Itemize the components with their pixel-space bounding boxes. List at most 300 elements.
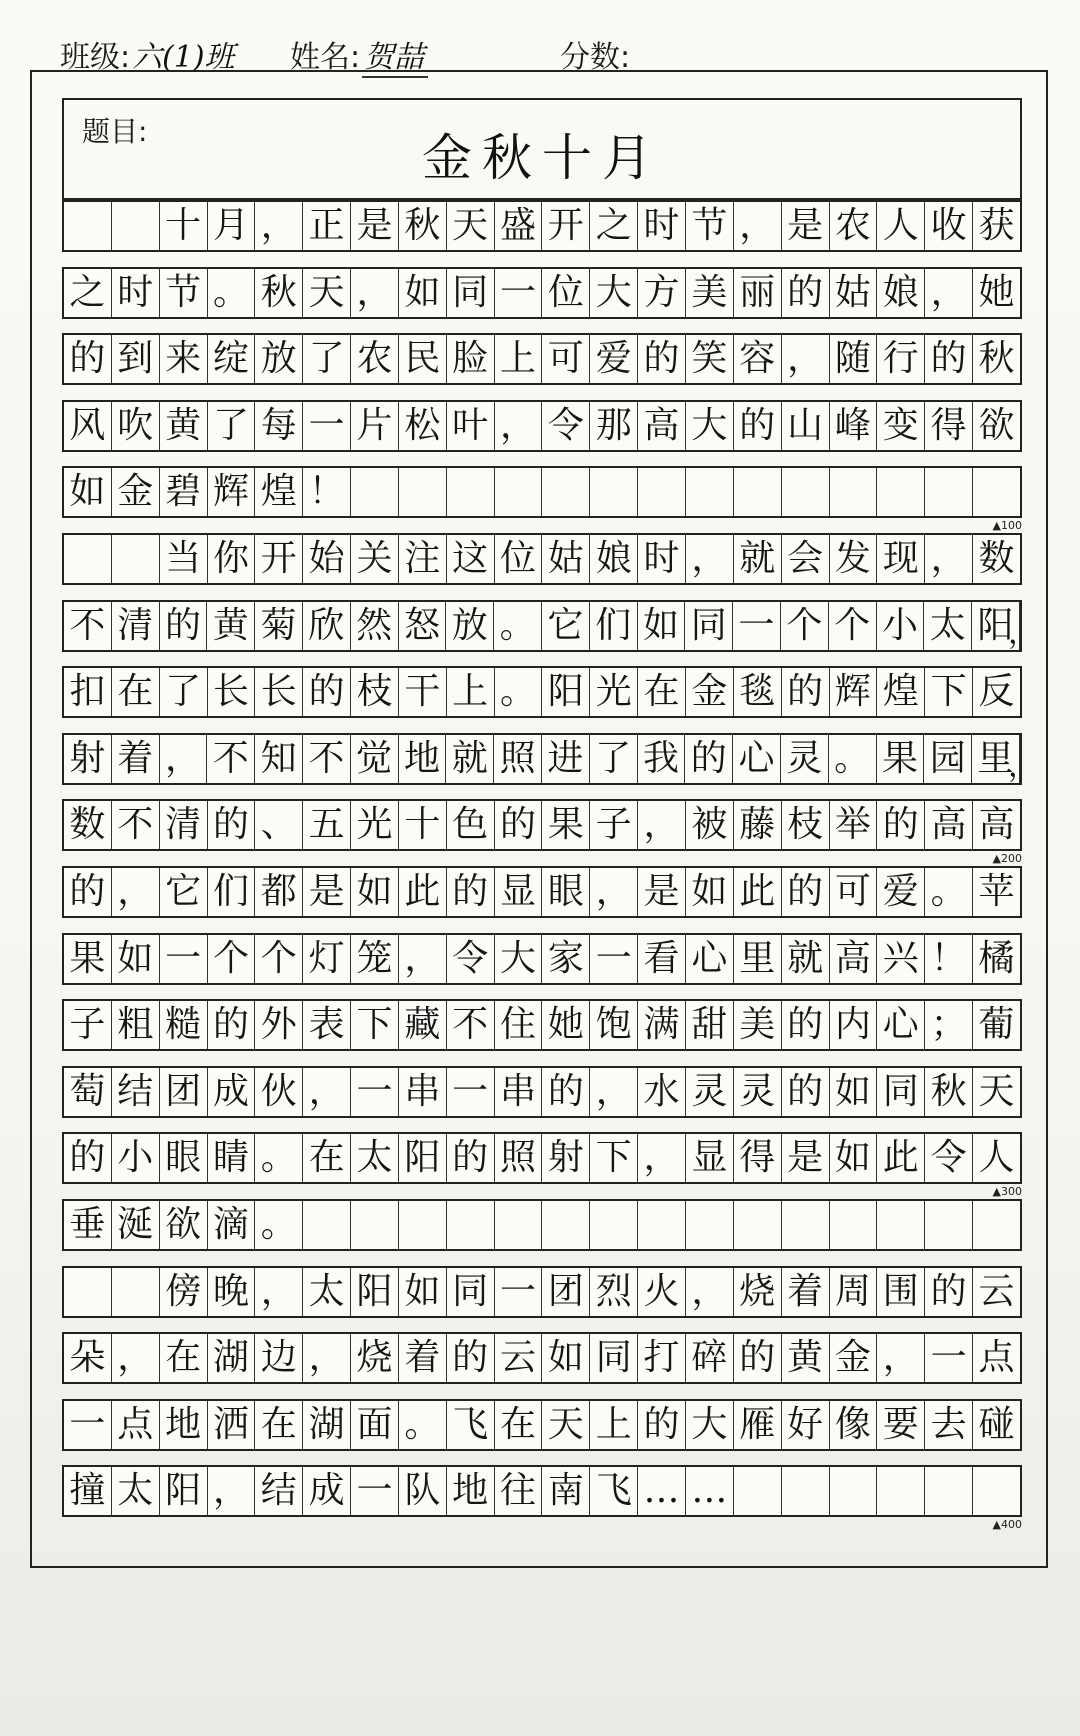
grid-cell <box>447 468 495 516</box>
grid-cell: 天 <box>303 269 351 317</box>
grid-cell: 下 <box>925 668 973 716</box>
grid-cell: ， <box>782 335 830 383</box>
grid-cell: 烧 <box>734 1268 782 1316</box>
grid-cell: 、 <box>255 801 303 849</box>
grid-cell: ， <box>255 1268 303 1316</box>
grid-row <box>62 267 1022 319</box>
grid-cell: 始 <box>303 535 351 583</box>
grid-cell: 一 <box>495 269 543 317</box>
grid-cell: 好 <box>782 1401 830 1449</box>
grid-cell: 烈 <box>590 1268 638 1316</box>
grid-cell: 地 <box>160 1401 208 1449</box>
grid-cell: 黄 <box>160 402 208 450</box>
grid-cell: 秋 <box>255 269 303 317</box>
grid-cell: 外 <box>255 1001 303 1049</box>
grid-cell: 黄 <box>207 602 255 650</box>
grid-cell: 的 <box>64 335 112 383</box>
grid-cell: 数 <box>978 538 1015 579</box>
grid-cell: 个 <box>829 602 877 650</box>
grid-cell: 可 <box>542 335 590 383</box>
grid-cell: 娘 <box>590 535 638 583</box>
grid-cell: 在 <box>160 1334 208 1382</box>
grid-cell: 傍 <box>160 1268 208 1316</box>
grid-cell: 枝 <box>351 668 399 716</box>
class-value: 六(1)班 <box>132 40 235 75</box>
grid-cell <box>973 1467 1020 1515</box>
grid-cell: 如 <box>830 1134 878 1182</box>
grid-cell: 绽 <box>208 335 256 383</box>
grid-cell: 阳 <box>542 668 590 716</box>
grid-cell: 觉 <box>351 735 399 783</box>
grid-cell: 枝 <box>782 801 830 849</box>
grid-cell: 欲 <box>978 404 1015 446</box>
grid-cell: ， <box>638 801 686 849</box>
grid-cell: 的 <box>495 801 543 849</box>
grid-cell: 射 <box>542 1134 590 1182</box>
grid-cell: 金 <box>112 468 160 516</box>
grid-cell: 收 <box>925 202 973 250</box>
grid-row <box>62 1199 1022 1251</box>
grid-cell: 要 <box>877 1401 925 1449</box>
grid-cell <box>877 468 925 516</box>
grid-row <box>62 999 1022 1051</box>
grid-cell: 片 <box>351 402 399 450</box>
grid-cell: 进 <box>542 735 590 783</box>
grid-cell: 。 <box>255 1134 303 1182</box>
grid-cell: 是 <box>782 202 830 250</box>
grid-cell: 晚 <box>208 1268 256 1316</box>
grid-row <box>62 600 1038 652</box>
grid-cell: 一 <box>590 935 638 983</box>
grid-cell: 湖 <box>208 1334 256 1382</box>
grid-cell: 雁 <box>734 1401 782 1449</box>
grid-cell: 扣 <box>64 668 112 716</box>
grid-cell: 碎 <box>686 1334 734 1382</box>
grid-cell: 阳 <box>351 1268 399 1316</box>
grid-cell: 人 <box>877 202 925 250</box>
grid-cell: 不 <box>303 735 351 783</box>
grid-cell: 垂 <box>64 1201 112 1249</box>
grid-cell: 山 <box>782 402 830 450</box>
grid-cell: 一 <box>351 1068 399 1116</box>
grid-cell: 时 <box>638 535 686 583</box>
grid-cell: 会 <box>782 535 830 583</box>
grid-cell: 着 <box>112 735 160 783</box>
grid-cell: 被 <box>686 801 734 849</box>
grid-cell: ， <box>112 1334 160 1382</box>
grid-cell: 爱 <box>590 335 638 383</box>
grid-cell: ！ <box>303 468 351 516</box>
grid-cell: 葡 <box>978 1004 1015 1046</box>
grid-cell: 容 <box>734 335 782 383</box>
grid-cell: 云 <box>495 1334 543 1382</box>
grid-cell: ， <box>925 535 973 583</box>
grid-cell: 萄 <box>64 1068 112 1116</box>
grid-cell: 涎 <box>112 1201 160 1249</box>
grid-cell: 的 <box>447 868 495 916</box>
grid-cell: 令 <box>542 402 590 450</box>
grid-cell: 松 <box>399 402 447 450</box>
grid-cell <box>782 468 830 516</box>
grid-cell: 光 <box>351 801 399 849</box>
grid-cell: 里 <box>972 735 1020 783</box>
grid-cell: 子 <box>590 801 638 849</box>
grid-cell <box>734 1201 782 1249</box>
grid-cell: 如 <box>686 868 734 916</box>
word-count-marker: ▲100 <box>992 519 1022 533</box>
grid-cell: 的 <box>782 668 830 716</box>
grid-cell: 周 <box>830 1268 878 1316</box>
grid-cell: 太 <box>303 1268 351 1316</box>
grid-cell: 碧 <box>160 468 208 516</box>
grid-cell: 开 <box>542 202 590 250</box>
grid-cell: 就 <box>446 735 494 783</box>
grid-row <box>62 733 1038 785</box>
grid-cell: 色 <box>447 801 495 849</box>
grid-cell: 此 <box>877 1134 925 1182</box>
grid-cell: ， <box>734 202 782 250</box>
grid-cell: 的 <box>925 335 973 383</box>
grid-cell: 不 <box>112 801 160 849</box>
grid-cell: 像 <box>830 1401 878 1449</box>
grid-cell: 飞 <box>590 1467 638 1515</box>
grid-cell <box>973 1201 1020 1249</box>
name-label: 姓名: <box>290 40 361 75</box>
grid-cell: 不 <box>64 602 112 650</box>
grid-cell: 洒 <box>208 1401 256 1449</box>
grid-cell: 正 <box>303 202 351 250</box>
grid-cell: 上 <box>590 1401 638 1449</box>
grid-cell: 变 <box>877 402 925 450</box>
grid-cell <box>734 1467 782 1515</box>
word-count-marker: ▲200 <box>992 852 1022 866</box>
grid-cell <box>925 1201 973 1249</box>
grid-cell: 得 <box>734 1134 782 1182</box>
grid-cell: 同 <box>877 1068 925 1116</box>
grid-cell <box>351 468 399 516</box>
grid-cell <box>303 1201 351 1249</box>
grid-cell: 的 <box>685 735 733 783</box>
grid-cell: 毯 <box>734 668 782 716</box>
grid-cell <box>877 1467 925 1515</box>
grid-cell: 的 <box>160 602 208 650</box>
grid-cell: ！ <box>925 935 973 983</box>
word-count-marker: ▲300 <box>992 1185 1022 1199</box>
grid-cell <box>112 1268 160 1316</box>
grid-cell <box>590 468 638 516</box>
grid-cell: 园 <box>924 735 972 783</box>
grid-cell: 姑 <box>542 535 590 583</box>
grid-cell: 的 <box>734 402 782 450</box>
grid-cell: ， <box>303 1068 351 1116</box>
grid-row <box>62 866 1022 918</box>
grid-cell: 队 <box>399 1467 447 1515</box>
grid-cell: 如 <box>830 1068 878 1116</box>
grid-cell: ， <box>255 202 303 250</box>
grid-cell: 怒 <box>399 602 447 650</box>
grid-cell <box>686 468 734 516</box>
grid-cell: 边 <box>255 1334 303 1382</box>
grid-cell: 里 <box>734 935 782 983</box>
grid-cell: ， <box>303 1334 351 1382</box>
grid-cell <box>877 1201 925 1249</box>
word-count-marker: ▲400 <box>992 1518 1022 1532</box>
grid-cell <box>542 1201 590 1249</box>
grid-cell <box>830 468 878 516</box>
grid-cell: 点 <box>112 1401 160 1449</box>
grid-cell: 结 <box>255 1467 303 1515</box>
grid-cell: 果 <box>542 801 590 849</box>
overflow-punctuation: ， <box>1008 748 1038 784</box>
grid-cell: 围 <box>877 1268 925 1316</box>
grid-cell: 飞 <box>447 1401 495 1449</box>
grid-cell: 藤 <box>734 801 782 849</box>
grid-cell: 一 <box>351 1467 399 1515</box>
grid-cell: ， <box>590 1068 638 1116</box>
grid-cell: 一 <box>447 1068 495 1116</box>
class-label: 班级: <box>60 40 131 75</box>
grid-row <box>62 1066 1022 1118</box>
grid-cell: 秋 <box>978 338 1015 380</box>
grid-cell: 煌 <box>877 668 925 716</box>
grid-cell: 照 <box>494 735 542 783</box>
grid-cell: 知 <box>255 735 303 783</box>
grid-cell: 们 <box>208 868 256 916</box>
grid-cell <box>112 202 160 250</box>
grid-cell: 云 <box>978 1270 1015 1312</box>
grid-cell: ， <box>925 269 973 317</box>
grid-cell: 着 <box>399 1334 447 1382</box>
grid-cell: 的 <box>782 868 830 916</box>
grid-cell: 在 <box>495 1401 543 1449</box>
grid-cell: 菊 <box>255 602 303 650</box>
grid-cell: 天 <box>447 202 495 250</box>
grid-cell: 每 <box>255 402 303 450</box>
grid-cell: 我 <box>638 735 686 783</box>
grid-cell: 一 <box>495 1268 543 1316</box>
grid-cell: 同 <box>447 1268 495 1316</box>
grid-cell: 的 <box>447 1134 495 1182</box>
grid-cell: 放 <box>255 335 303 383</box>
grid-cell: 清 <box>112 602 160 650</box>
grid-cell: 们 <box>590 602 638 650</box>
grid-cell: 同 <box>590 1334 638 1382</box>
grid-cell: ， <box>638 1134 686 1182</box>
grid-cell: 打 <box>638 1334 686 1382</box>
grid-cell: 风 <box>64 402 112 450</box>
grid-cell: 大 <box>495 935 543 983</box>
grid-cell: 是 <box>303 868 351 916</box>
grid-cell: 农 <box>351 335 399 383</box>
grid-cell: 显 <box>686 1134 734 1182</box>
grid-cell: 叶 <box>447 402 495 450</box>
grid-row <box>62 200 1022 252</box>
grid-cell: ， <box>686 1268 734 1316</box>
grid-cell: ， <box>208 1467 256 1515</box>
grid-cell: 笼 <box>351 935 399 983</box>
grid-cell: 果 <box>64 935 112 983</box>
name-value: 贺喆 <box>362 32 428 78</box>
grid-cell: 地 <box>399 735 447 783</box>
grid-cell: 兴 <box>877 935 925 983</box>
grid-cell: 苹 <box>978 871 1015 912</box>
grid-cell: 伙 <box>255 1068 303 1116</box>
grid-cell: 娘 <box>877 269 925 317</box>
grid-cell: 她 <box>542 1001 590 1049</box>
title-label: 题目: <box>82 115 148 148</box>
grid-cell: 上 <box>447 668 495 716</box>
grid-cell: 去 <box>925 1401 973 1449</box>
grid-cell: 下 <box>351 1001 399 1049</box>
grid-cell: 团 <box>160 1068 208 1116</box>
grid-cell: 民 <box>399 335 447 383</box>
grid-cell: 在 <box>303 1134 351 1182</box>
grid-row <box>62 466 1022 518</box>
grid-cell <box>351 1201 399 1249</box>
grid-cell: … <box>638 1467 686 1515</box>
grid-cell <box>590 1201 638 1249</box>
overflow-punctuation: ， <box>1008 615 1038 651</box>
grid-cell: 欲 <box>160 1201 208 1249</box>
grid-cell: 一 <box>160 935 208 983</box>
grid-cell: 的 <box>638 335 686 383</box>
grid-cell: 。 <box>495 668 543 716</box>
grid-cell: 长 <box>208 668 256 716</box>
grid-cell: 不 <box>207 735 255 783</box>
grid-cell: 看 <box>638 935 686 983</box>
grid-cell: 心 <box>733 735 781 783</box>
grid-cell: 一 <box>303 402 351 450</box>
grid-cell: 节 <box>160 269 208 317</box>
grid-cell: 串 <box>495 1068 543 1116</box>
grid-cell: 烧 <box>351 1334 399 1382</box>
grid-cell: 是 <box>782 1134 830 1182</box>
grid-cell: 藏 <box>399 1001 447 1049</box>
grid-cell: 金 <box>686 668 734 716</box>
grid-cell: 天 <box>978 1070 1015 1112</box>
grid-cell: 如 <box>399 269 447 317</box>
grid-cell: 可 <box>830 868 878 916</box>
grid-cell: 之 <box>590 202 638 250</box>
grid-cell: 方 <box>638 269 686 317</box>
grid-cell <box>686 1201 734 1249</box>
grid-cell: 。 <box>829 735 877 783</box>
grid-cell: 的 <box>447 1334 495 1382</box>
grid-cell <box>782 1467 830 1515</box>
grid-cell <box>112 535 160 583</box>
grid-cell: 碰 <box>978 1403 1015 1445</box>
grid-cell: 的 <box>734 1334 782 1382</box>
grid-cell: 的 <box>782 269 830 317</box>
grid-cell: ， <box>590 868 638 916</box>
grid-cell: 行 <box>877 335 925 383</box>
grid-cell: 果 <box>877 735 925 783</box>
grid-cell: 辉 <box>830 668 878 716</box>
grid-cell: 火 <box>638 1268 686 1316</box>
grid-cell: 同 <box>447 269 495 317</box>
grid-cell: 一 <box>733 602 781 650</box>
grid-cell: 它 <box>160 868 208 916</box>
grid-cell <box>64 1268 112 1316</box>
grid-cell: 眼 <box>160 1134 208 1182</box>
grid-cell: 这 <box>447 535 495 583</box>
grid-cell: 就 <box>782 935 830 983</box>
grid-cell: 十 <box>399 801 447 849</box>
grid-cell: ， <box>877 1334 925 1382</box>
grid-cell: 的 <box>208 1001 256 1049</box>
grid-cell: 成 <box>303 1467 351 1515</box>
grid-cell: 点 <box>978 1337 1015 1379</box>
grid-cell: 。 <box>208 269 256 317</box>
grid-cell: 湖 <box>303 1401 351 1449</box>
grid-cell: 月 <box>208 202 256 250</box>
grid-cell: 太 <box>112 1467 160 1515</box>
grid-cell: 。 <box>925 868 973 916</box>
grid-cell: 着 <box>782 1268 830 1316</box>
grid-cell: 如 <box>399 1268 447 1316</box>
grid-cell: 水 <box>638 1068 686 1116</box>
grid-cell: 太 <box>924 602 972 650</box>
grid-cell: 光 <box>590 668 638 716</box>
grid-row <box>62 400 1022 452</box>
grid-cell: 子 <box>64 1001 112 1049</box>
grid-cell: 丽 <box>734 269 782 317</box>
grid-cell: 个 <box>255 935 303 983</box>
grid-cell: 串 <box>399 1068 447 1116</box>
grid-cell: 峰 <box>830 402 878 450</box>
grid-cell: 灵 <box>686 1068 734 1116</box>
grid-cell: 撞 <box>64 1467 112 1515</box>
grid-cell <box>399 468 447 516</box>
grid-cell: 你 <box>208 535 256 583</box>
grid-cell: ， <box>495 402 543 450</box>
grid-cell <box>638 1201 686 1249</box>
grid-cell: 的 <box>782 1068 830 1116</box>
grid-cell: 在 <box>638 668 686 716</box>
grid-cell: 的 <box>64 1134 112 1182</box>
grid-cell: 人 <box>978 1137 1015 1179</box>
grid-cell: 往 <box>495 1467 543 1515</box>
grid-cell: 盛 <box>495 202 543 250</box>
grid-cell: ， <box>112 868 160 916</box>
grid-cell: 当 <box>160 535 208 583</box>
grid-cell: 来 <box>160 335 208 383</box>
grid-cell: 在 <box>112 668 160 716</box>
essay-title: 金秋十月 <box>422 129 662 187</box>
grid-cell: 时 <box>112 269 160 317</box>
grid-cell: 睛 <box>208 1134 256 1182</box>
grid-cell: 关 <box>351 535 399 583</box>
grid-cell: 放 <box>446 602 494 650</box>
grid-cell: 数 <box>64 801 112 849</box>
grid-cell: 甜 <box>686 1001 734 1049</box>
grid-row <box>62 933 1022 985</box>
grid-cell: 橘 <box>978 937 1015 979</box>
grid-cell: … <box>686 1467 734 1515</box>
grid-cell: 就 <box>734 535 782 583</box>
grid-cell: 内 <box>830 1001 878 1049</box>
grid-cell: 。 <box>255 1201 303 1249</box>
grid-cell: 饱 <box>590 1001 638 1049</box>
grid-cell: 眼 <box>542 868 590 916</box>
score-label: 分数: <box>560 40 631 75</box>
grid-cell: 射 <box>64 735 112 783</box>
grid-cell: 的 <box>542 1068 590 1116</box>
grid-cell <box>830 1467 878 1515</box>
grid-cell: 表 <box>303 1001 351 1049</box>
grid-cell: 她 <box>978 271 1015 313</box>
grid-cell: 一 <box>64 1401 112 1449</box>
